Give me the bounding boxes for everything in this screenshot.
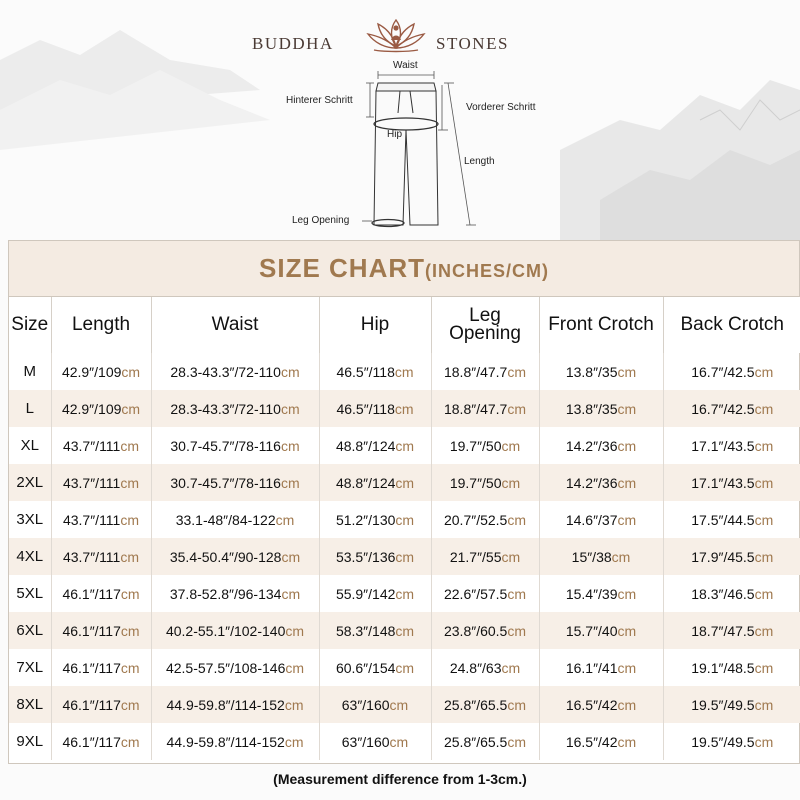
table-cell-hip: [319, 649, 431, 686]
table-cell-leg: [431, 390, 539, 427]
cell-value: 2XL: [16, 474, 44, 491]
unit-label: cm: [617, 622, 637, 639]
table-cell-back: [663, 538, 800, 575]
unit-label: cm: [394, 363, 414, 380]
unit-label: cm: [280, 437, 300, 454]
table-cell-front: [539, 723, 663, 760]
table-row: [9, 501, 800, 538]
table-cell-back: [663, 723, 800, 760]
table-cell-length: [51, 723, 151, 760]
cell-value: 63″/160: [341, 696, 390, 713]
table-cell-hip: [319, 464, 431, 501]
unit-label: cm: [754, 363, 774, 380]
table-cell-leg: [431, 464, 539, 501]
unit-label: cm: [121, 363, 141, 380]
unit-label: cm: [754, 511, 774, 528]
unit-label: cm: [617, 733, 637, 750]
measurement-diagram: [270, 55, 570, 240]
size-table: [9, 297, 800, 760]
table-cell-front: [539, 390, 663, 427]
cell-value: 43.7″/111: [62, 548, 121, 565]
size-chart: [8, 240, 800, 764]
table-cell-length: [51, 390, 151, 427]
cell-value: 17.9″/45.5: [691, 548, 755, 565]
table-row: [9, 612, 800, 649]
unit-label: cm: [507, 400, 526, 417]
table-header-cell: Back Crotch: [663, 297, 800, 353]
cell-value: 46.1″/117: [62, 659, 121, 676]
table-cell-back: [663, 427, 800, 464]
unit-label: cm: [281, 548, 301, 565]
unit-label: cm: [754, 696, 774, 713]
unit-label: cm: [754, 548, 774, 565]
cell-value: 28.3-43.3″/72-110: [170, 400, 281, 417]
table-cell-front: [539, 612, 663, 649]
table-row: [9, 464, 800, 501]
table-cell-back: [663, 686, 800, 723]
unit-label: cm: [507, 696, 526, 713]
brand-header: [0, 14, 800, 58]
table-cell-waist: [151, 353, 319, 390]
cell-value: 60.6″/154: [335, 659, 396, 676]
table-cell-hip: [319, 723, 431, 760]
table-row: [9, 353, 800, 390]
cell-value: 8XL: [16, 696, 44, 713]
unit-label: cm: [617, 437, 637, 454]
cell-value: 51.2″/130: [335, 511, 396, 528]
cell-value: 24.8″/63: [449, 659, 502, 676]
cell-value: 19.5″/49.5: [691, 733, 755, 750]
table-cell-waist: [151, 464, 319, 501]
cell-value: 18.7″/47.5: [691, 622, 755, 639]
table-cell-leg: [431, 686, 539, 723]
cell-value: 25.8″/65.5: [443, 733, 508, 750]
cell-value: 14.6″/37: [565, 511, 618, 528]
table-cell-leg: [431, 575, 539, 612]
diagram-label-front-crotch: Vorderer Schritt: [466, 102, 536, 113]
table-cell-size: [9, 575, 51, 612]
table-cell-size: [9, 686, 51, 723]
table-header-cell: Hip: [319, 297, 431, 353]
unit-label: cm: [284, 733, 304, 750]
table-cell-size: [9, 427, 51, 464]
unit-label: cm: [394, 400, 414, 417]
unit-label: cm: [395, 437, 415, 454]
cell-value: 18.8″/47.7: [443, 400, 508, 417]
table-cell-back: [663, 575, 800, 612]
cell-value: 44.9-59.8″/114-152: [166, 696, 285, 713]
cell-value: 42.9″/109: [61, 400, 122, 417]
table-row: [9, 538, 800, 575]
table-body: [9, 353, 800, 760]
unit-label: cm: [120, 585, 140, 602]
table-cell-waist: [151, 538, 319, 575]
unit-label: cm: [611, 548, 631, 565]
unit-label: cm: [507, 363, 526, 380]
cell-value: 46.1″/117: [62, 622, 121, 639]
cell-value: 63″/160: [341, 733, 390, 750]
diagram-label-leg-opening: Leg Opening: [292, 215, 350, 226]
unit-label: cm: [120, 733, 140, 750]
table-cell-leg: [431, 353, 539, 390]
table-cell-length: [51, 353, 151, 390]
cell-value: 17.5″/44.5: [691, 511, 755, 528]
table-cell-hip: [319, 538, 431, 575]
table-cell-back: [663, 464, 800, 501]
size-chart-title-row: [9, 241, 799, 297]
unit-label: cm: [507, 622, 526, 639]
cell-value: 30.7-45.7″/78-116: [170, 437, 281, 454]
table-cell-length: [51, 612, 151, 649]
unit-label: cm: [280, 474, 300, 491]
unit-label: cm: [120, 696, 140, 713]
unit-label: cm: [275, 511, 295, 528]
table-cell-size: [9, 723, 51, 760]
cell-value: 25.8″/65.5: [443, 696, 508, 713]
unit-label: cm: [395, 622, 415, 639]
table-cell-waist: [151, 612, 319, 649]
cell-value: 13.8″/35: [565, 400, 618, 417]
unit-label: cm: [501, 548, 521, 565]
table-cell-length: [51, 464, 151, 501]
unit-label: cm: [617, 363, 637, 380]
unit-label: cm: [617, 659, 637, 676]
table-cell-size: [9, 390, 51, 427]
table-cell-length: [51, 649, 151, 686]
unit-label: cm: [284, 696, 304, 713]
table-cell-hip: [319, 501, 431, 538]
table-header-row: [9, 297, 800, 353]
diagram-label-waist: Waist: [393, 60, 418, 71]
brand-name-right: STONES: [436, 34, 509, 53]
cell-value: 16.5″/42: [565, 733, 618, 750]
unit-label: cm: [501, 437, 521, 454]
table-cell-back: [663, 390, 800, 427]
unit-label: cm: [507, 733, 526, 750]
table-cell-length: [51, 538, 151, 575]
cell-value: 23.8″/60.5: [443, 622, 508, 639]
unit-label: cm: [395, 511, 415, 528]
unit-label: cm: [389, 696, 409, 713]
table-header-cell: Waist: [151, 297, 319, 353]
diagram-label-length: Length: [464, 156, 495, 167]
cell-value: M: [23, 363, 36, 380]
table-cell-waist: [151, 390, 319, 427]
cell-value: 46.1″/117: [62, 696, 121, 713]
size-chart-title: SIZE CHART(INCHES/CM): [259, 253, 549, 283]
cell-value: 19.1″/48.5: [691, 659, 755, 676]
cell-value: 22.6″/57.5: [443, 585, 508, 602]
table-cell-size: [9, 353, 51, 390]
table-cell-hip: [319, 390, 431, 427]
table-cell-length: [51, 501, 151, 538]
table-cell-waist: [151, 649, 319, 686]
table-header-cell: Size: [9, 297, 51, 353]
table-cell-leg: [431, 427, 539, 464]
unit-label: cm: [395, 659, 415, 676]
cell-value: 14.2″/36: [565, 437, 618, 454]
cell-value: 19.7″/50: [449, 437, 502, 454]
cell-value: 53.5″/136: [335, 548, 396, 565]
unit-label: cm: [395, 585, 415, 602]
unit-label: cm: [395, 474, 415, 491]
table-cell-leg: [431, 538, 539, 575]
lotus-meditation-icon: [360, 14, 432, 58]
cell-value: 55.9″/142: [335, 585, 396, 602]
cell-value: 17.1″/43.5: [691, 474, 755, 491]
unit-label: cm: [280, 363, 300, 380]
table-cell-hip: [319, 612, 431, 649]
cell-value: 33.1-48″/84-122: [175, 511, 276, 528]
cell-value: 16.1″/41: [565, 659, 618, 676]
table-cell-leg: [431, 723, 539, 760]
unit-label: cm: [280, 400, 300, 417]
cell-value: 16.7″/42.5: [691, 363, 755, 380]
cell-value: 35.4-50.4″/90-128: [169, 548, 282, 565]
table-cell-hip: [319, 686, 431, 723]
unit-label: cm: [754, 400, 774, 417]
cell-value: 15.7″/40: [565, 622, 618, 639]
cell-value: 46.1″/117: [62, 585, 121, 602]
cell-value: 40.2-55.1″/102-140: [165, 622, 286, 639]
table-header-cell: Length: [51, 297, 151, 353]
cell-value: 43.7″/111: [62, 474, 121, 491]
cell-value: 9XL: [16, 733, 44, 750]
unit-label: cm: [617, 400, 637, 417]
table-cell-length: [51, 575, 151, 612]
cell-value: L: [25, 400, 34, 417]
unit-label: cm: [501, 474, 521, 491]
table-cell-leg: [431, 612, 539, 649]
cell-value: 43.7″/111: [62, 511, 121, 528]
unit-label: cm: [120, 511, 140, 528]
table-cell-front: [539, 575, 663, 612]
brand-name-left: BUDDHA: [252, 34, 334, 53]
cell-value: 3XL: [16, 511, 44, 528]
cell-value: 7XL: [16, 659, 44, 676]
cell-value: 15.4″/39: [565, 585, 618, 602]
table-row: [9, 686, 800, 723]
unit-label: cm: [754, 733, 774, 750]
table-cell-front: [539, 686, 663, 723]
table-cell-size: [9, 649, 51, 686]
unit-label: cm: [617, 474, 637, 491]
table-header-cell: Front Crotch: [539, 297, 663, 353]
cell-value: 15″/38: [571, 548, 612, 565]
cell-value: 19.7″/50: [449, 474, 502, 491]
cell-value: 14.2″/36: [565, 474, 618, 491]
cell-value: 20.7″/52.5: [443, 511, 508, 528]
unit-label: cm: [285, 622, 305, 639]
table-cell-size: [9, 501, 51, 538]
table-cell-size: [9, 464, 51, 501]
diagram-label-hip: Hip: [387, 129, 403, 140]
size-chart-title-unit: (INCHES/CM): [425, 261, 549, 281]
cell-value: 5XL: [16, 585, 44, 602]
table-header-cell: Leg Opening: [431, 297, 539, 353]
cell-value: 48.8″/124: [335, 474, 396, 491]
cell-value: 17.1″/43.5: [691, 437, 755, 454]
unit-label: cm: [285, 659, 305, 676]
unit-label: cm: [120, 548, 140, 565]
unit-label: cm: [617, 696, 637, 713]
unit-label: cm: [120, 622, 140, 639]
cell-value: 42.9″/109: [61, 363, 122, 380]
table-cell-waist: [151, 723, 319, 760]
unit-label: cm: [120, 437, 140, 454]
cell-value: 46.1″/117: [62, 733, 121, 750]
unit-label: cm: [121, 400, 141, 417]
unit-label: cm: [120, 474, 140, 491]
cell-value: 28.3-43.3″/72-110: [170, 363, 281, 380]
unit-label: cm: [395, 548, 415, 565]
unit-label: cm: [754, 585, 774, 602]
cell-value: 16.7″/42.5: [691, 400, 755, 417]
table-row: [9, 723, 800, 760]
table-cell-front: [539, 649, 663, 686]
cell-value: 46.5″/118: [336, 400, 395, 417]
table-cell-size: [9, 612, 51, 649]
cell-value: 30.7-45.7″/78-116: [170, 474, 281, 491]
table-cell-waist: [151, 427, 319, 464]
table-cell-leg: [431, 649, 539, 686]
cell-value: 42.5-57.5″/108-146: [165, 659, 286, 676]
table-cell-back: [663, 612, 800, 649]
table-cell-length: [51, 427, 151, 464]
table-cell-size: [9, 538, 51, 575]
table-cell-hip: [319, 575, 431, 612]
unit-label: cm: [754, 659, 774, 676]
cell-value: 4XL: [16, 548, 44, 565]
unit-label: cm: [617, 511, 637, 528]
diagram-label-back-crotch: Hinterer Schritt: [286, 95, 353, 106]
unit-label: cm: [501, 659, 521, 676]
table-cell-hip: [319, 427, 431, 464]
table-cell-waist: [151, 575, 319, 612]
pants-illustration: [270, 55, 570, 240]
cell-value: 43.7″/111: [62, 437, 121, 454]
table-cell-back: [663, 649, 800, 686]
cell-value: 44.9-59.8″/114-152: [166, 733, 285, 750]
table-row: [9, 427, 800, 464]
cell-value: 37.8-52.8″/96-134: [169, 585, 282, 602]
table-cell-front: [539, 538, 663, 575]
cell-value: 16.5″/42: [565, 696, 618, 713]
unit-label: cm: [507, 585, 526, 602]
cell-value: 6XL: [16, 622, 44, 639]
table-cell-leg: [431, 501, 539, 538]
unit-label: cm: [120, 659, 140, 676]
unit-label: cm: [507, 511, 526, 528]
cell-value: 46.5″/118: [336, 363, 395, 380]
cell-value: XL: [20, 437, 39, 454]
table-row: [9, 390, 800, 427]
table-cell-front: [539, 464, 663, 501]
cell-value: 18.3″/46.5: [691, 585, 755, 602]
table-cell-hip: [319, 353, 431, 390]
table-cell-length: [51, 686, 151, 723]
cell-value: 58.3″/148: [335, 622, 396, 639]
unit-label: cm: [754, 622, 774, 639]
cell-value: 21.7″/55: [449, 548, 502, 565]
measurement-note: (Measurement difference from 1-3cm.): [273, 771, 527, 787]
cell-value: 13.8″/35: [565, 363, 618, 380]
cell-value: 48.8″/124: [335, 437, 396, 454]
table-cell-front: [539, 501, 663, 538]
table-cell-back: [663, 353, 800, 390]
unit-label: cm: [389, 733, 409, 750]
unit-label: cm: [754, 437, 774, 454]
table-cell-front: [539, 353, 663, 390]
cell-value: 19.5″/49.5: [691, 696, 755, 713]
unit-label: cm: [754, 474, 774, 491]
cell-value: 18.8″/47.7: [443, 363, 508, 380]
table-cell-waist: [151, 501, 319, 538]
table-row: [9, 649, 800, 686]
table-cell-waist: [151, 686, 319, 723]
unit-label: cm: [281, 585, 301, 602]
unit-label: cm: [617, 585, 637, 602]
table-row: [9, 575, 800, 612]
table-cell-front: [539, 427, 663, 464]
table-cell-back: [663, 501, 800, 538]
